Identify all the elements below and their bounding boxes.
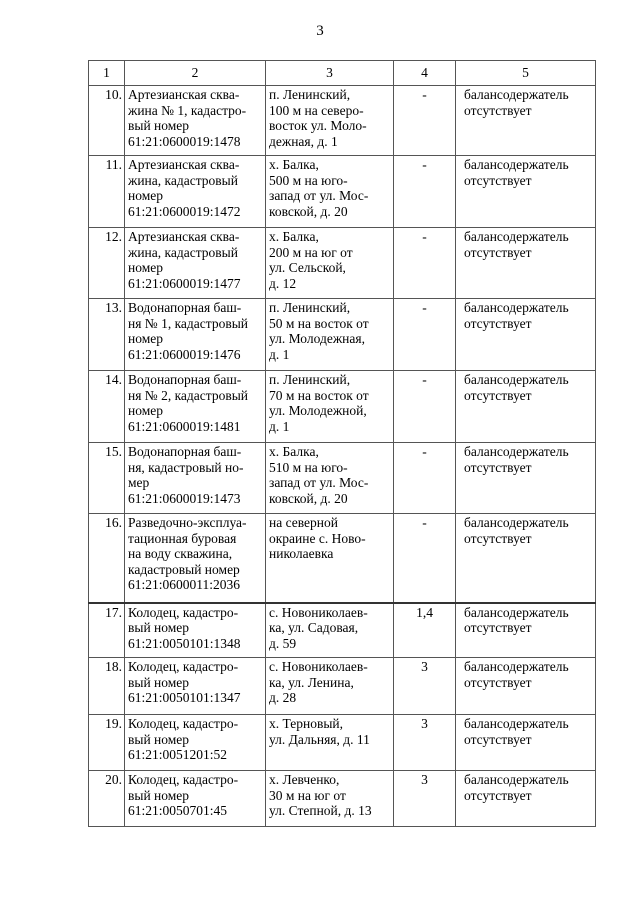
row-number: 20. — [89, 771, 125, 827]
object-value: 1,4 — [394, 603, 456, 658]
object-location: п. Ленинский, 50 м на восток от ул. Молодежная, д. 1 — [266, 299, 394, 371]
object-location: с. Новониколаев- ка, ул. Ленина, д. 28 — [266, 658, 394, 715]
object-location: х. Балка, 500 м на юго- запад от ул. Мос- ковской, д. 20 — [266, 156, 394, 228]
object-location: х. Балка, 200 м на юг от ул. Сельской, д. 12 — [266, 228, 394, 299]
header-col-2: 2 — [125, 61, 266, 86]
object-value: - — [394, 443, 456, 514]
row-number: 10. — [89, 86, 125, 156]
object-value: - — [394, 228, 456, 299]
object-location: х. Терновый, ул. Дальняя, д. 11 — [266, 715, 394, 771]
object-owner: балансодержатель отсутствует — [456, 156, 596, 228]
object-location: х. Левченко, 30 м на юг от ул. Степной, д. 13 — [266, 771, 394, 827]
row-number: 18. — [89, 658, 125, 715]
table-row — [89, 156, 596, 228]
object-location: п. Ленинский, 70 м на восток от ул. Молодежной, д. 1 — [266, 371, 394, 443]
row-number: 12. — [89, 228, 125, 299]
object-name: Разведочно-эксплуа- тационная буровая на воду скважина, кадастровый номер 61:21:0600011:2036 — [125, 514, 266, 603]
object-owner: балансодержатель отсутствует — [456, 771, 596, 827]
row-number: 13. — [89, 299, 125, 371]
row-number: 19. — [89, 715, 125, 771]
object-owner: балансодержатель отсутствует — [456, 514, 596, 603]
object-name: Водонапорная баш- ня, кадастровый но- мер 61:21:0600019:1473 — [125, 443, 266, 514]
object-location: на северной окраине с. Ново- николаевка — [266, 514, 394, 603]
header-col-5: 5 — [456, 61, 596, 86]
object-owner: балансодержатель отсутствует — [456, 715, 596, 771]
table-row — [89, 658, 596, 715]
object-value: - — [394, 514, 456, 603]
object-owner: балансодержатель отсутствует — [456, 86, 596, 156]
table-row — [89, 86, 596, 156]
object-name: Водонапорная баш- ня № 1, кадастровый номер 61:21:0600019:1476 — [125, 299, 266, 371]
object-owner: балансодержатель отсутствует — [456, 228, 596, 299]
table-header-row — [89, 61, 596, 86]
header-col-1: 1 — [89, 61, 125, 86]
object-name: Водонапорная баш- ня № 2, кадастровый номер 61:21:0600019:1481 — [125, 371, 266, 443]
object-name: Колодец, кадастро- вый номер 61:21:0051201:52 — [125, 715, 266, 771]
table-row — [89, 371, 596, 443]
row-number: 14. — [89, 371, 125, 443]
object-name: Колодец, кадастро- вый номер 61:21:0050101:1348 — [125, 603, 266, 658]
object-value: 3 — [394, 771, 456, 827]
row-number: 16. — [89, 514, 125, 603]
header-col-4: 4 — [394, 61, 456, 86]
object-value: 3 — [394, 715, 456, 771]
table-row — [89, 514, 596, 603]
object-value: - — [394, 86, 456, 156]
object-location: х. Балка, 510 м на юго- запад от ул. Мос- ковской, д. 20 — [266, 443, 394, 514]
table-row — [89, 228, 596, 299]
object-value: - — [394, 371, 456, 443]
table-row — [89, 715, 596, 771]
object-owner: балансодержатель отсутствует — [456, 299, 596, 371]
object-value: - — [394, 299, 456, 371]
table-row — [89, 603, 596, 658]
object-value: - — [394, 156, 456, 228]
object-location: с. Новониколаев- ка, ул. Садовая, д. 59 — [266, 603, 394, 658]
object-name: Артезианская сква- жина № 1, кадастро- вый номер 61:21:0600019:1478 — [125, 86, 266, 156]
object-value: 3 — [394, 658, 456, 715]
object-name: Артезианская сква- жина, кадастровый номер 61:21:0600019:1477 — [125, 228, 266, 299]
object-name: Колодец, кадастро- вый номер 61:21:0050101:1347 — [125, 658, 266, 715]
page-number: 3 — [316, 23, 324, 39]
row-number: 17. — [89, 603, 125, 658]
object-owner: балансодержатель отсутствует — [456, 371, 596, 443]
object-location: п. Ленинский, 100 м на северо- восток ул. Моло- дежная, д. 1 — [266, 86, 394, 156]
object-name: Артезианская сква- жина, кадастровый номер 61:21:0600019:1472 — [125, 156, 266, 228]
object-owner: балансодержатель отсутствует — [456, 603, 596, 658]
row-number: 15. — [89, 443, 125, 514]
row-number: 11. — [89, 156, 125, 228]
object-name: Колодец, кадастро- вый номер 61:21:0050701:45 — [125, 771, 266, 827]
table-row — [89, 771, 596, 827]
table-row — [89, 299, 596, 371]
object-owner: балансодержатель отсутствует — [456, 658, 596, 715]
table-row — [89, 443, 596, 514]
property-table — [88, 60, 596, 827]
header-col-3: 3 — [266, 61, 394, 86]
object-owner: балансодержатель отсутствует — [456, 443, 596, 514]
